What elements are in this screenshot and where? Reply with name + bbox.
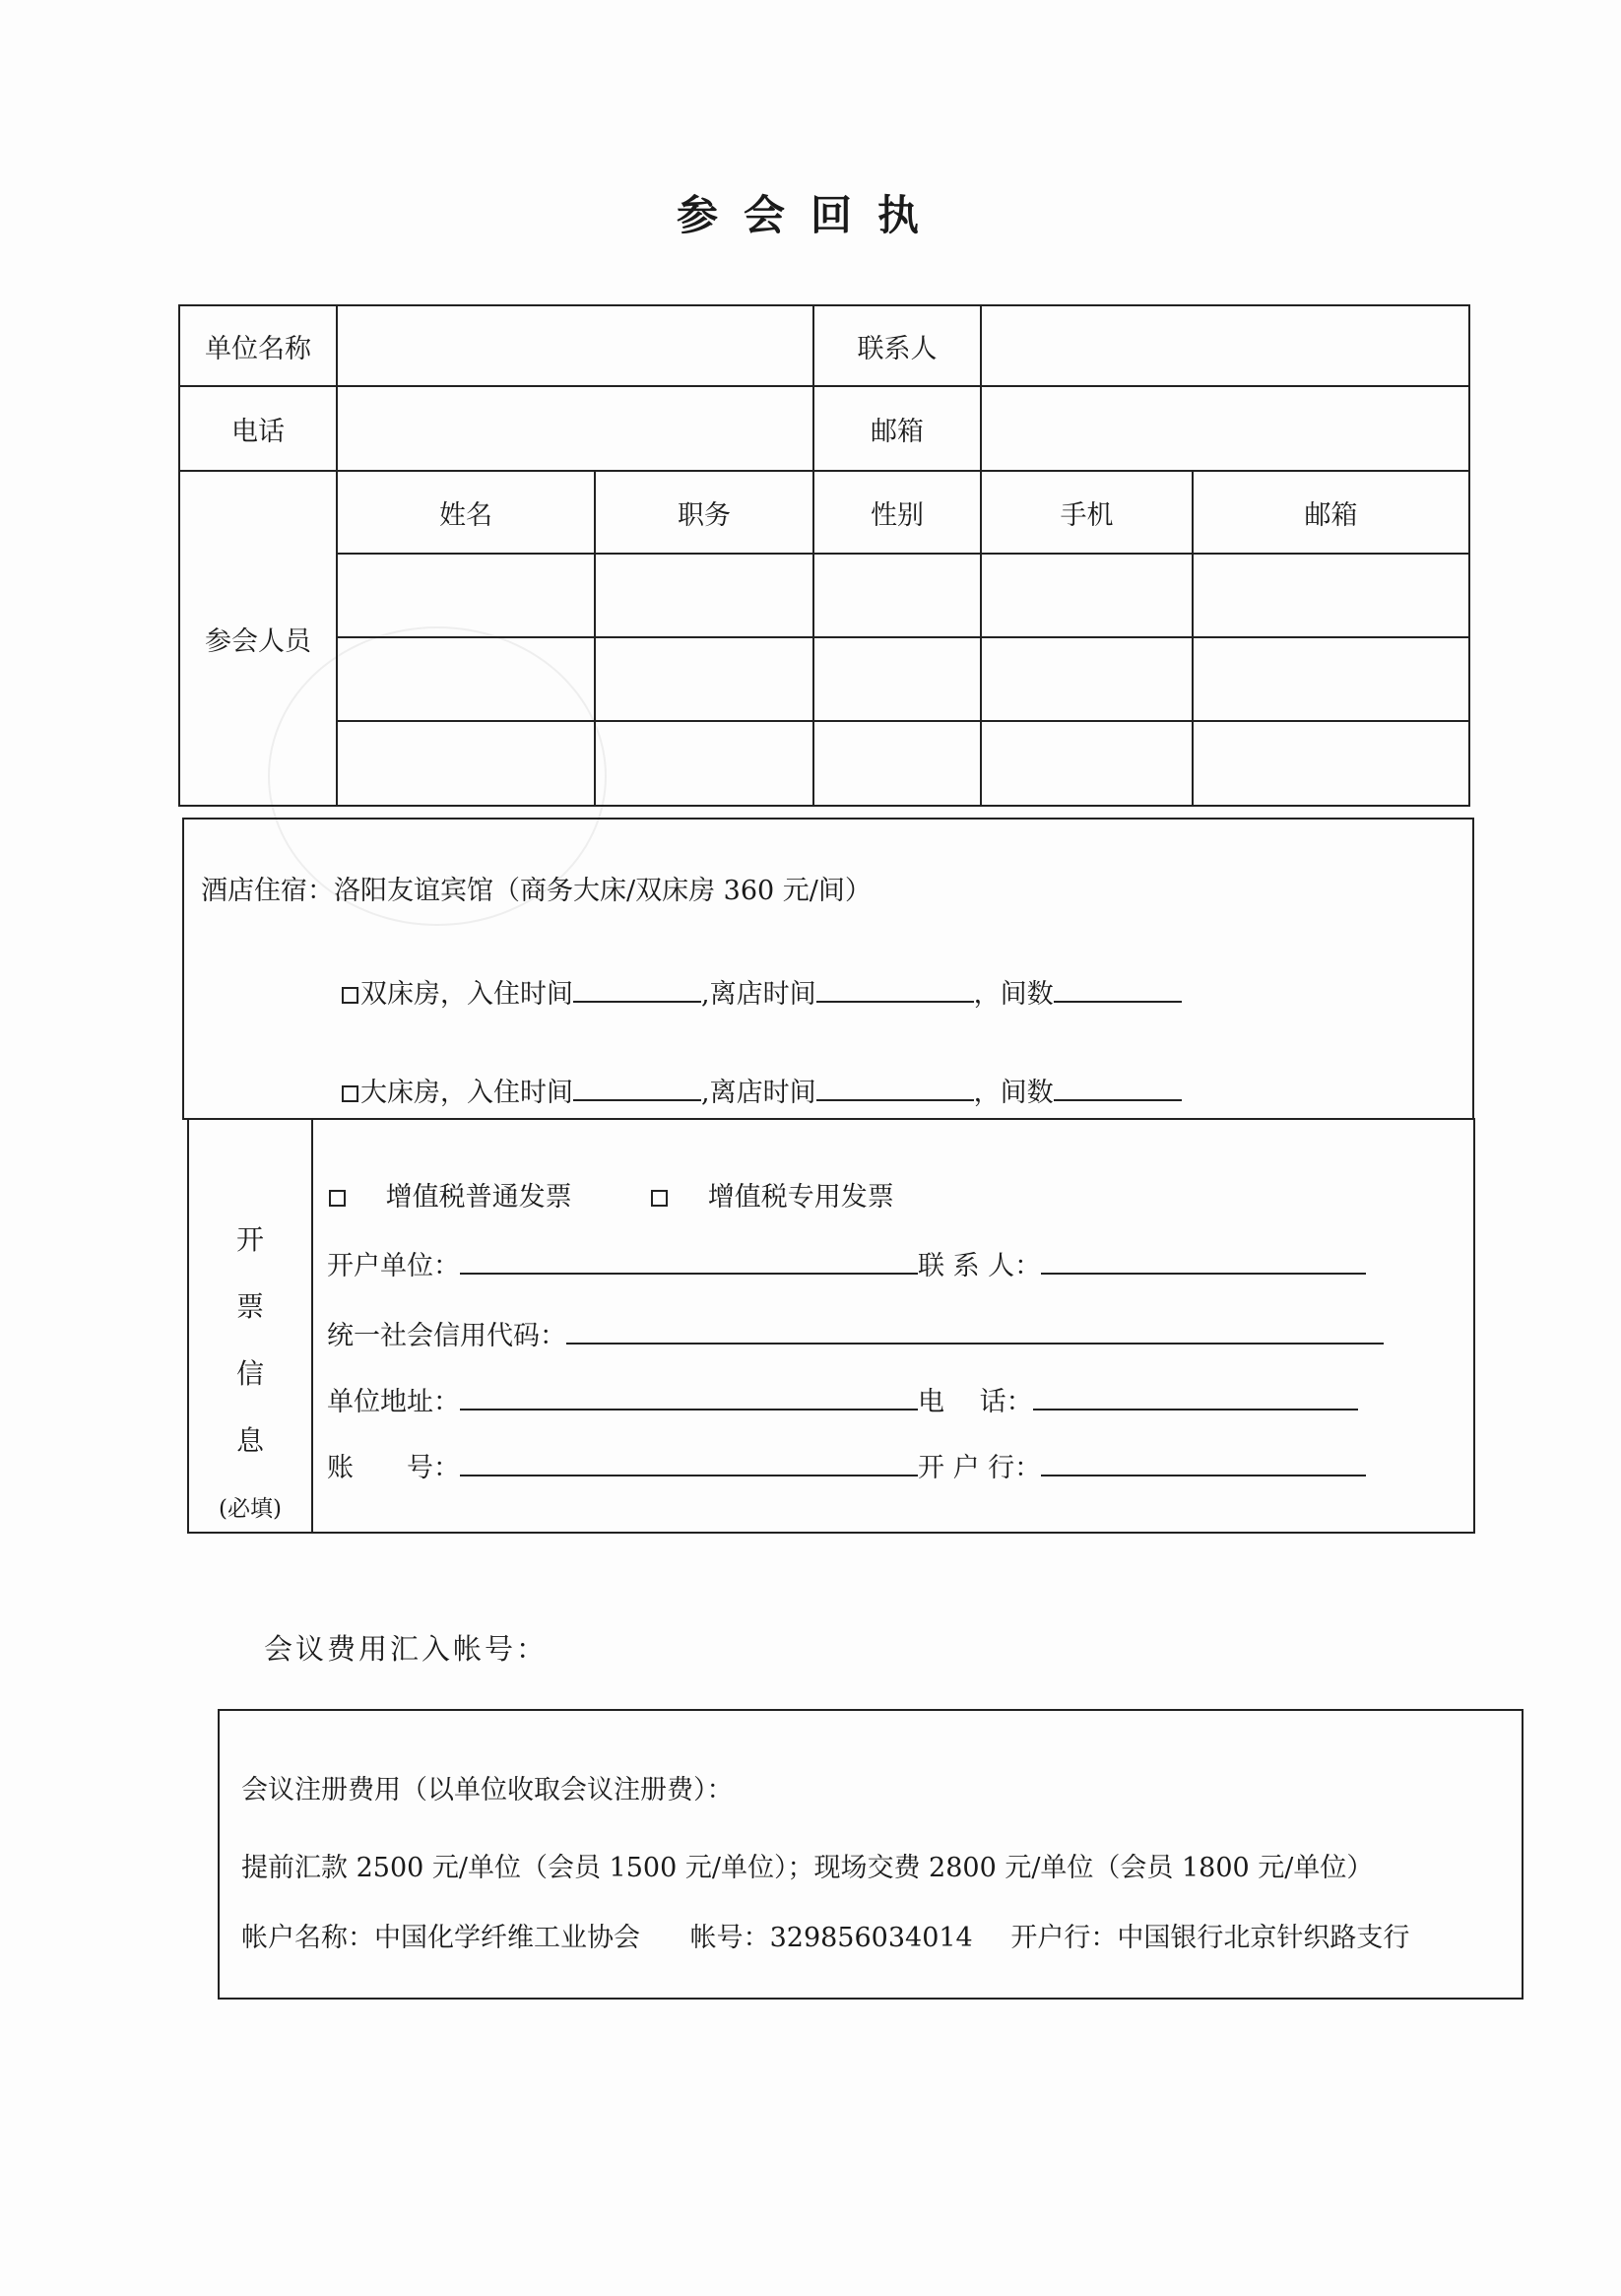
king-checkout-label: ,离店时间	[701, 1078, 816, 1108]
attendee-name-cell[interactable]	[337, 554, 595, 637]
invoice-side-label	[189, 1120, 313, 1532]
address-field[interactable]	[460, 1383, 918, 1410]
fees-line-1: 会议注册费用（以单位收取会议注册费）：	[241, 1775, 734, 1805]
open-unit-row	[327, 1244, 1366, 1282]
address-row	[327, 1380, 1358, 1418]
king-room-row	[342, 1071, 1182, 1109]
invoice-side-char: 开	[235, 1223, 264, 1256]
table-row	[179, 637, 1469, 721]
attendee-name-cell[interactable]	[337, 637, 595, 721]
registration-table	[178, 304, 1470, 807]
king-room-label: 大床房，入住时间	[360, 1078, 573, 1108]
account-name: 帐户名称：中国化学纤维工业协会	[241, 1923, 640, 1953]
invoice-side-char: 息	[235, 1424, 264, 1457]
twin-count-field[interactable]	[1054, 975, 1182, 1003]
required-note: (必填)	[219, 1496, 282, 1522]
col-header-position: 职务	[595, 471, 813, 554]
invoice-type-row	[329, 1175, 894, 1214]
king-checkout-field[interactable]	[816, 1074, 974, 1101]
col-header-email: 邮箱	[1193, 471, 1469, 554]
bank-label: 开 户 行：	[918, 1453, 1042, 1483]
invoice-phone-label: 电 话：	[918, 1387, 1033, 1417]
phone-field[interactable]	[337, 386, 813, 471]
fees-heading: 会议费用汇入帐号：	[264, 1632, 549, 1666]
king-checkin-field[interactable]	[573, 1074, 701, 1101]
open-unit-label: 开户单位：	[327, 1251, 460, 1281]
table-row	[179, 554, 1469, 637]
invoice-side-char: 信	[235, 1357, 264, 1390]
hotel-info: 酒店住宿：洛阳友谊宾馆（商务大床/双床房 360 元/间）	[201, 876, 872, 906]
attendee-email-cell[interactable]	[1193, 637, 1469, 721]
invoice-contact-field[interactable]	[1041, 1247, 1366, 1275]
email-label: 邮箱	[813, 386, 981, 471]
fees-box	[218, 1709, 1524, 2000]
bank-field[interactable]	[1041, 1449, 1366, 1476]
attendee-gender-cell[interactable]	[813, 554, 981, 637]
twin-checkout-field[interactable]	[816, 975, 974, 1003]
twin-checkout-label: ,离店时间	[701, 979, 816, 1010]
attendee-position-cell[interactable]	[595, 637, 813, 721]
unit-name-field[interactable]	[337, 305, 813, 386]
attendee-position-cell[interactable]	[595, 721, 813, 806]
page-title: 参会回执	[676, 191, 944, 239]
invoice-phone-field[interactable]	[1033, 1383, 1358, 1410]
attendee-mobile-cell[interactable]	[981, 721, 1193, 806]
twin-room-row	[342, 972, 1182, 1011]
king-count-field[interactable]	[1054, 1074, 1182, 1101]
normal-invoice-checkbox[interactable]	[329, 1190, 346, 1207]
phone-label: 电话	[179, 386, 337, 471]
twin-count-label: ，间数	[973, 979, 1054, 1010]
attendee-position-cell[interactable]	[595, 554, 813, 637]
attendee-email-cell[interactable]	[1193, 721, 1469, 806]
attendee-mobile-cell[interactable]	[981, 637, 1193, 721]
credit-code-row	[327, 1314, 1384, 1352]
credit-code-label: 统一社会信用代码：	[327, 1321, 566, 1351]
bank-name: 开户行：中国银行北京针织路支行	[1010, 1923, 1410, 1953]
address-label: 单位地址：	[327, 1387, 460, 1417]
unit-name-label: 单位名称	[179, 305, 337, 386]
attendee-mobile-cell[interactable]	[981, 554, 1193, 637]
email-field[interactable]	[981, 386, 1469, 471]
invoice-section	[187, 1118, 1475, 1534]
fees-account-row	[241, 1916, 1409, 1954]
attendee-name-cell[interactable]	[337, 721, 595, 806]
fees-line-2: 提前汇款 2500 元/单位（会员 1500 元/单位）；现场交费 2800 元/单位（会员 1800 元/单位）	[241, 1853, 1374, 1883]
attendee-gender-cell[interactable]	[813, 637, 981, 721]
contact-label: 联系人	[813, 305, 981, 386]
invoice-side-char: 票	[235, 1290, 264, 1323]
king-room-checkbox[interactable]	[342, 1085, 358, 1102]
contact-field[interactable]	[981, 305, 1469, 386]
col-header-name: 姓名	[337, 471, 595, 554]
attendee-email-cell[interactable]	[1193, 554, 1469, 637]
special-invoice-label: 增值税专用发票	[707, 1182, 894, 1213]
col-header-mobile: 手机	[981, 471, 1193, 554]
special-invoice-checkbox[interactable]	[651, 1190, 668, 1207]
col-header-gender: 性别	[813, 471, 981, 554]
twin-room-label: 双床房，入住时间	[360, 979, 573, 1010]
attendee-gender-cell[interactable]	[813, 721, 981, 806]
twin-room-checkbox[interactable]	[342, 987, 358, 1004]
attendees-label: 参会人员	[179, 471, 337, 806]
credit-code-field[interactable]	[566, 1317, 1384, 1345]
hotel-section	[182, 818, 1474, 1120]
account-row	[327, 1446, 1366, 1484]
invoice-contact-label: 联 系 人：	[918, 1251, 1042, 1281]
normal-invoice-label: 增值税普通发票	[385, 1182, 572, 1213]
account-field[interactable]	[460, 1449, 918, 1476]
account-number: 帐号：329856034014	[689, 1923, 973, 1953]
open-unit-field[interactable]	[460, 1247, 918, 1275]
king-count-label: ，间数	[973, 1078, 1054, 1108]
table-row	[179, 721, 1469, 806]
account-label: 账 号：	[327, 1453, 460, 1483]
twin-checkin-field[interactable]	[573, 975, 701, 1003]
